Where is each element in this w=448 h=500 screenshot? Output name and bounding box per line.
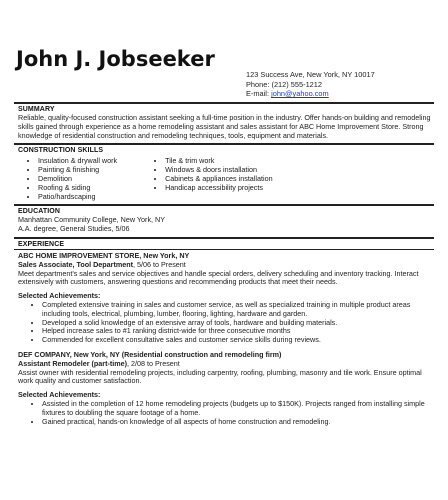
skill-item: • Roofing & siding xyxy=(38,184,117,193)
job-entry xyxy=(14,252,434,345)
job-dates: , 2/08 to Present xyxy=(127,358,180,368)
experience-heading: EXPERIENCE xyxy=(18,240,65,248)
job-employer: ABC HOME IMPROVEMENT STORE, New York, NY xyxy=(18,250,190,260)
education-heading: EDUCATION xyxy=(18,208,60,216)
job-description: Assist owner with residential remodeling projects, including carpentry, roofing, plumbing, masonry and tile work. Ensure optimal work quality and customer satisfaction. xyxy=(18,367,422,386)
job-dates: , 5/06 to Present xyxy=(133,259,186,269)
achievement-item: • Gained practical, hands-on knowledge of all aspects of home construction and remodeling. xyxy=(42,418,434,427)
email-label: E-mail: xyxy=(246,89,272,99)
skill-item: • Windows & doors installation xyxy=(165,166,272,175)
email-line xyxy=(246,89,375,99)
job-employer: DEF COMPANY, New York, NY (Residential construction and remodeling firm) xyxy=(18,349,282,359)
phone-line: Phone: (212) 555-1212 xyxy=(246,79,323,89)
experience-section xyxy=(14,239,434,426)
summary-body xyxy=(14,114,434,140)
candidate-name: John J. Jobseeker xyxy=(16,47,215,71)
summary-text: Reliable, quality-focused construction assistant seeking a full-time position in the industry. Offer hands-on building and remodeling skills gained through experience as a home remodeling assistant and sales assistant for ABC Home Improvement Store. Strong knowledge of residential construction and remodeling techniques, tools, equipment and materials. xyxy=(18,113,431,140)
achievements-list xyxy=(18,301,434,345)
education-body xyxy=(14,216,434,234)
job-description: Meet department's sales and service objectives and handle special orders, delivery scheduling and inventory tracking. Interact extensively with customers, answering questions and recommending products that meet their needs. xyxy=(18,268,419,287)
resume-body xyxy=(14,102,434,426)
achievement-item: • Developed a solid knowledge of an extensive array of tools, hardware and building materials. xyxy=(42,319,434,328)
achievement-item: • Assisted in the completion of 12 home remodeling projects (budgets up to $150K). Projects ranged from installing simple fixtures to doubling the square footage of a home. xyxy=(42,400,434,418)
skill-item: • Handicap accessibility projects xyxy=(165,184,272,193)
summary-heading: SUMMARY xyxy=(18,106,55,113)
skills-columns xyxy=(14,155,434,204)
job-title: Sales Associate, Tool Department xyxy=(18,259,134,269)
skill-item: • Demolition xyxy=(38,175,117,184)
skill-item: • Patio/hardscaping xyxy=(38,193,117,202)
skills-list-right xyxy=(117,157,272,201)
education-line: Manhattan Community College, New York, NY xyxy=(18,215,166,225)
education-line: A.A. degree, General Studies, 5/06 xyxy=(18,224,130,234)
skills-heading: CONSTRUCTION SKILLS xyxy=(18,147,104,155)
job-title: Assistant Remodeler (part-time) xyxy=(18,358,128,368)
skill-item: • Insulation & drywall work xyxy=(38,157,117,166)
skills-section xyxy=(14,145,434,204)
achievement-item: • Commended for excellent consultative sales and customer service skills during reviews. xyxy=(42,336,434,345)
email-link[interactable]: john@yahoo.com xyxy=(271,89,329,99)
skill-item: • Painting & finishing xyxy=(38,166,117,175)
section-divider xyxy=(14,249,434,250)
achievements-label: Selected Achievements: xyxy=(18,291,101,301)
address-line: 123 Success Ave, New York, NY 10017 xyxy=(246,70,375,79)
job-entry xyxy=(14,351,434,426)
contact-block xyxy=(246,70,375,99)
achievement-item: • Helped increase sales to #1 ranking district-wide for three consecutive months xyxy=(42,327,434,336)
achievement-item: • Completed extensive training in sales and customer service, as well as specialized training in multiple product areas including tools, electrical, plumbing, lumber, flooring, lighting, hardware and garden. xyxy=(42,301,434,319)
skills-list-left xyxy=(14,157,117,201)
achievements-list xyxy=(18,400,434,426)
skill-item: • Tile & trim work xyxy=(165,157,272,166)
skill-item: • Cabinets & appliances installation xyxy=(165,175,272,184)
summary-section xyxy=(14,104,434,140)
achievements-label: Selected Achievements: xyxy=(18,390,101,400)
education-section xyxy=(14,206,434,234)
